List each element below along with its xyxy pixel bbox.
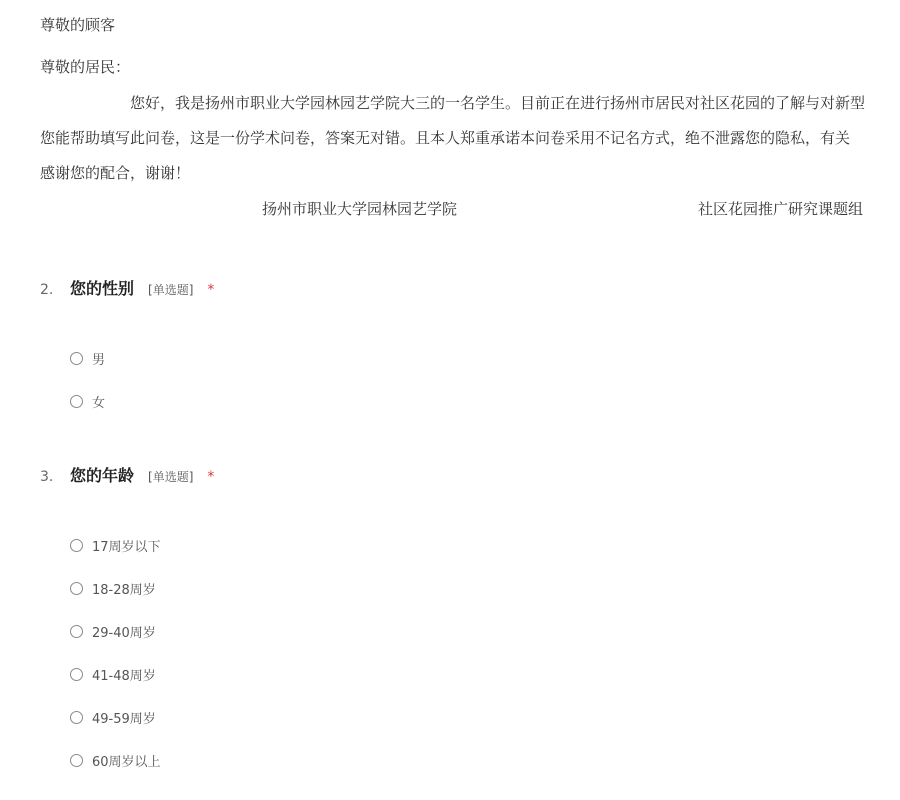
intro-line-3: 感谢您的配合，谢谢！ [40,164,191,182]
question-number: 2. [40,282,54,298]
option-label: 49-59周岁 [92,711,156,727]
signature-school: 扬州市职业大学园林园艺学院 [262,200,458,218]
radio-icon[interactable] [70,395,83,408]
option-age-under-17[interactable] [70,535,161,555]
intro-paragraph [40,92,900,197]
option-label: 18-28周岁 [92,582,156,598]
option-label: 60周岁以上 [92,754,161,770]
option-age-18-28[interactable] [70,578,156,598]
intro-greeting: 尊敬的居民： [40,58,131,76]
radio-icon[interactable] [70,754,83,767]
intro-line-2: 您能帮助填写此问卷，这是一份学术问卷，答案无对错。且本人郑重承诺本问卷采用不记名方式，绝不泄露您的隐私，有关 [40,129,851,147]
signature-group: 社区花园推广研究课题组 [698,200,864,218]
option-age-60-plus[interactable] [70,750,161,770]
question-header [40,463,860,487]
option-label: 女 [92,395,106,411]
intro-signature [40,198,900,220]
option-female[interactable] [70,391,105,411]
radio-icon[interactable] [70,711,83,724]
question-age [40,463,860,770]
option-label: 29-40周岁 [92,625,156,641]
question-title: 您的性别 [70,279,135,298]
intro-line-1: 您好，我是扬州市职业大学园林园艺学院大三的一名学生。目前正在进行扬州市居民对社区花园的了解与对新型 [130,94,866,112]
question-number: 3. [40,469,54,485]
radio-icon[interactable] [70,668,83,681]
required-marker: * [207,282,215,298]
question-type-label: [单选题] [148,470,194,484]
radio-icon[interactable] [70,539,83,552]
question-type-label: [单选题] [148,283,194,297]
radio-icon[interactable] [70,352,83,365]
option-age-49-59[interactable] [70,707,156,727]
option-label: 17周岁以下 [92,539,161,555]
required-marker: * [207,469,215,485]
question-gender [40,276,860,411]
option-label: 男 [92,352,106,368]
radio-icon[interactable] [70,625,83,638]
intro-title: 尊敬的顾客 [40,16,116,34]
option-age-29-40[interactable] [70,621,156,641]
option-age-41-48[interactable] [70,664,156,684]
option-male[interactable] [70,348,105,368]
radio-icon[interactable] [70,582,83,595]
question-header [40,276,860,300]
question-title: 您的年龄 [70,466,135,485]
option-label: 41-48周岁 [92,668,156,684]
